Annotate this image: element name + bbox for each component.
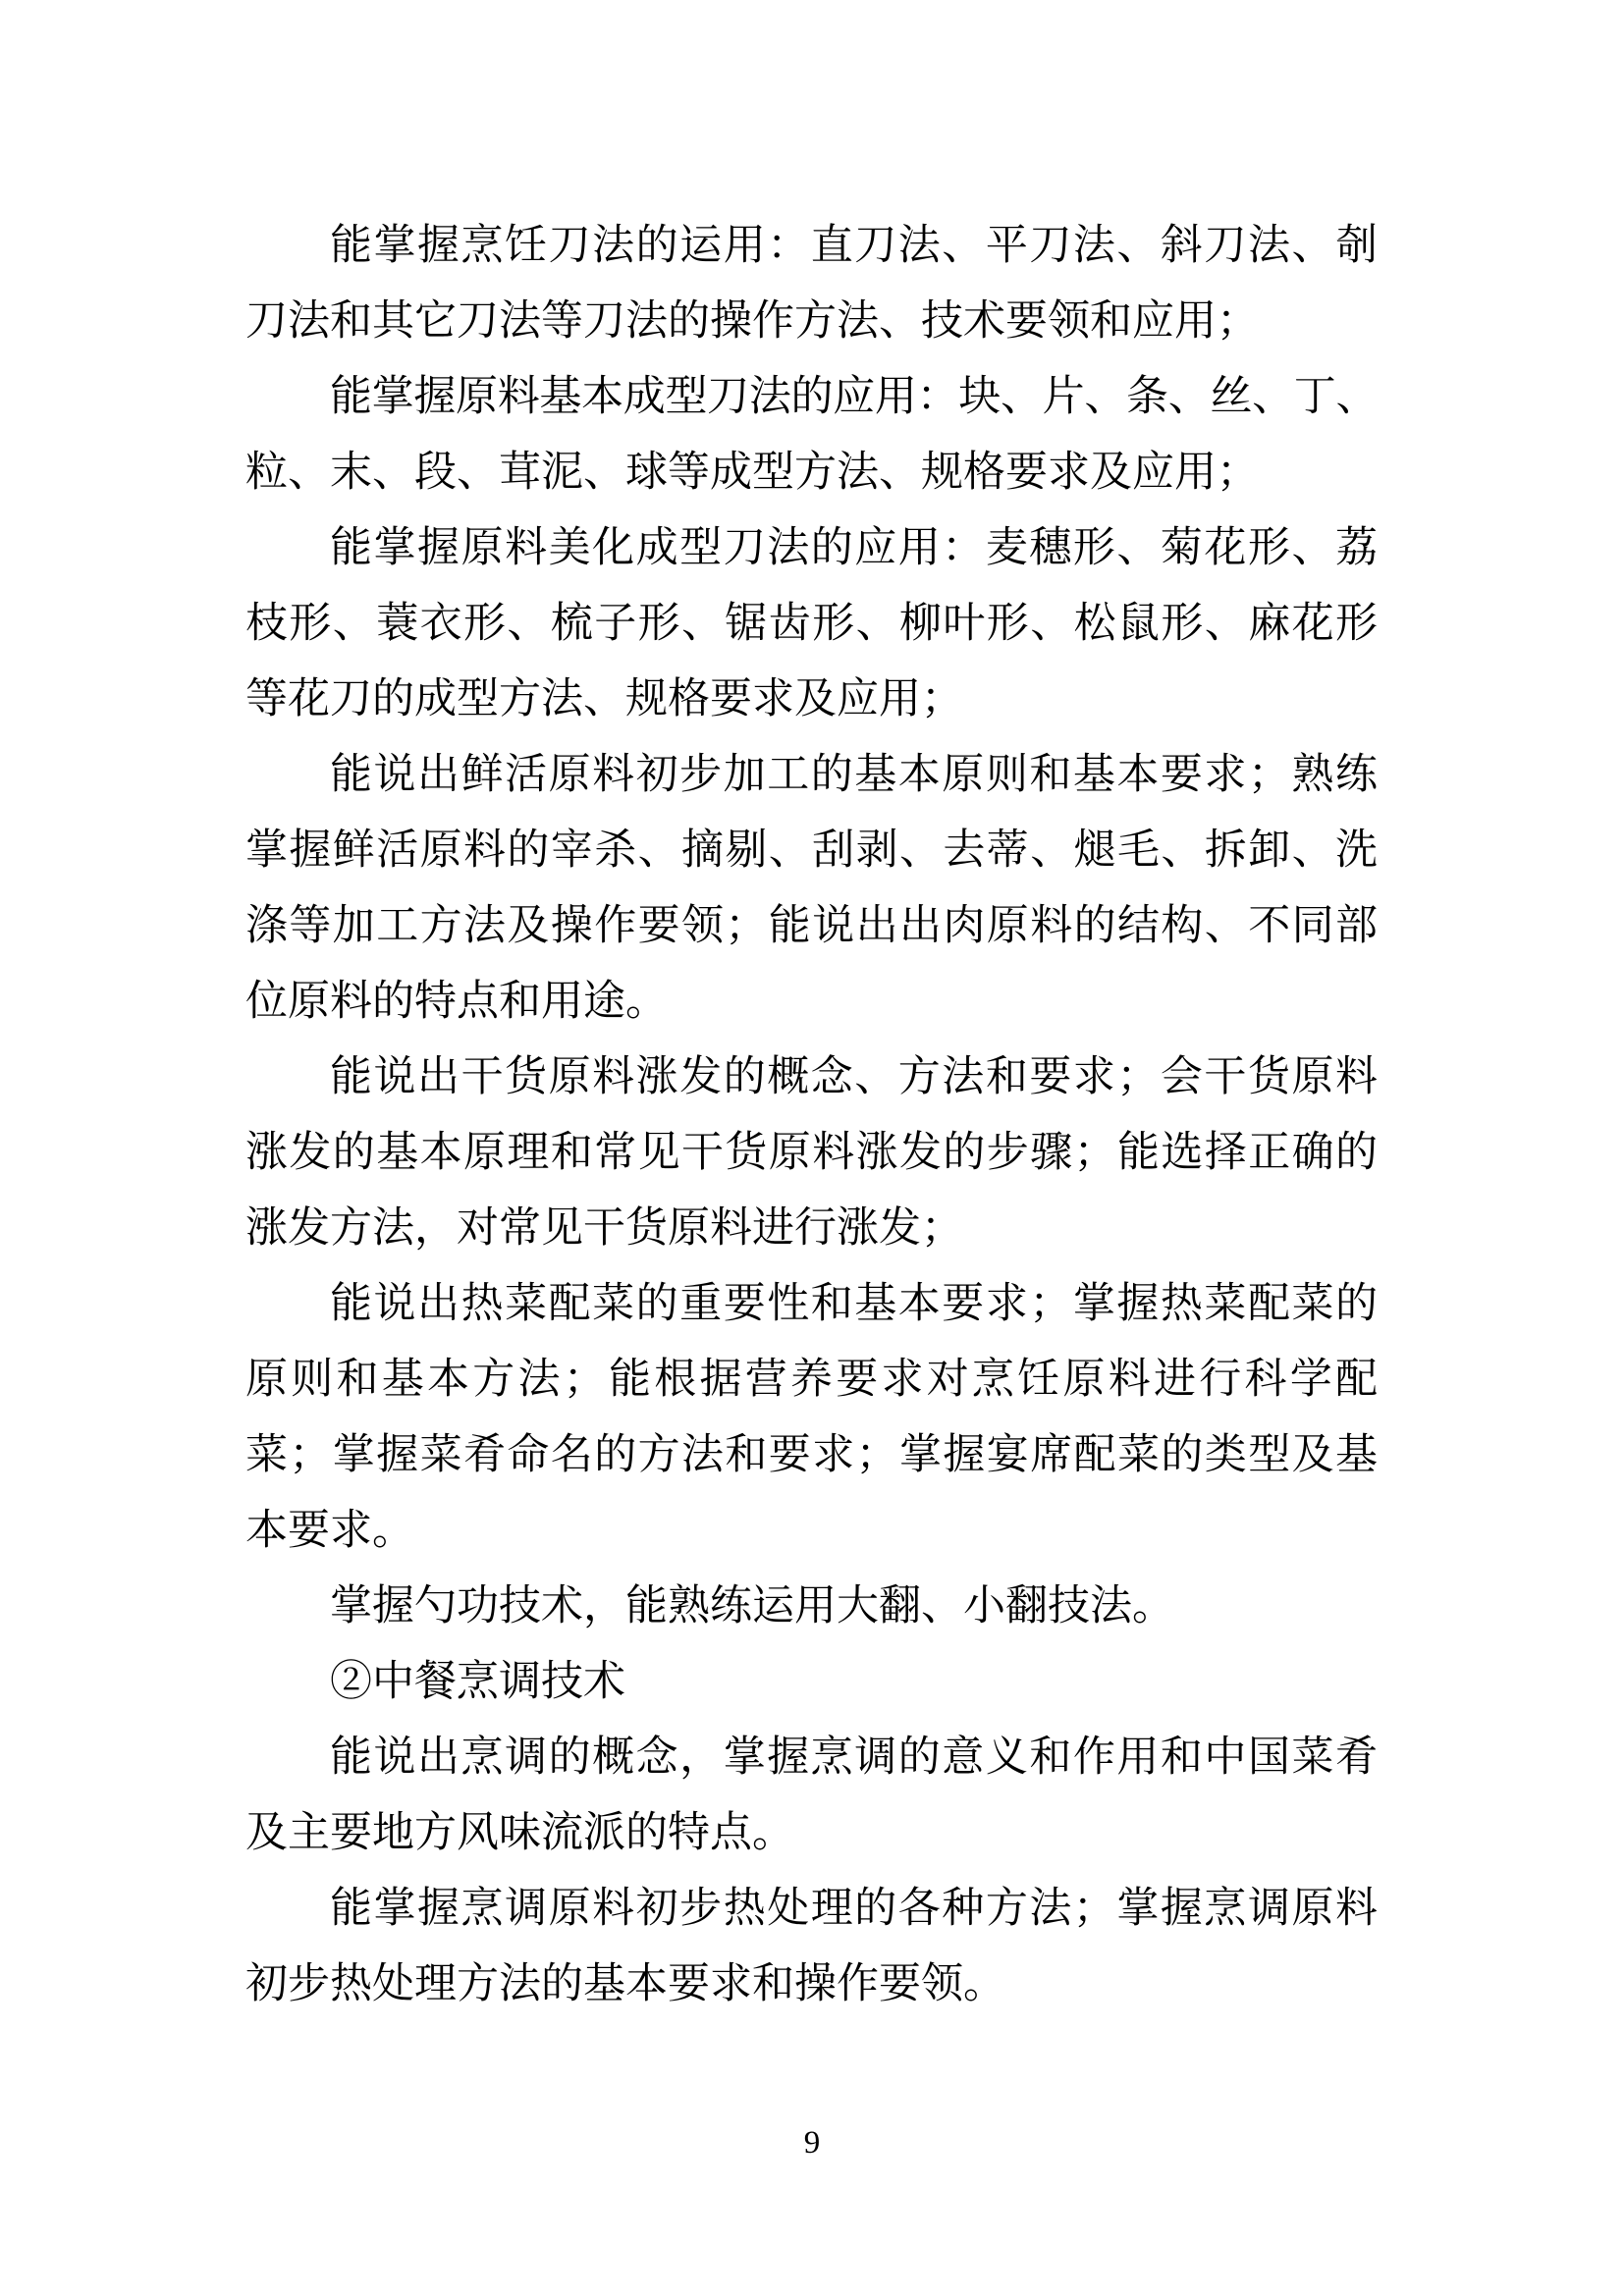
- text-line: 菜；掌握菜肴命名的方法和要求；掌握宴席配菜的类型及基: [245, 1432, 1378, 1478]
- text-line: 能掌握烹饪刀法的运用：直刀法、平刀法、斜刀法、剞: [330, 223, 1378, 269]
- text-line: 本要求。: [245, 1508, 414, 1554]
- text-line: 涤等加工方法及操作要领；能说出出肉原料的结构、不同部: [245, 903, 1378, 949]
- text-line: 能掌握原料美化成型刀法的应用：麦穗形、菊花形、荔: [330, 525, 1378, 571]
- text-line: 能掌握原料基本成型刀法的应用：块、片、条、丝、丁、: [330, 374, 1378, 420]
- text-line: 掌握勺功技术，能熟练运用大翻、小翻技法。: [330, 1583, 1174, 1629]
- text-line: 涨发方法，对常见干货原料进行涨发；: [245, 1205, 963, 1252]
- text-line: 能说出烹调的概念，掌握烹调的意义和作用和中国菜肴: [330, 1735, 1378, 1781]
- text-line: 掌握鲜活原料的宰杀、摘剔、刮剥、去蒂、煺毛、拆卸、洗: [245, 828, 1378, 874]
- text-line: 能掌握烹调原料初步热处理的各种方法；掌握烹调原料: [330, 1886, 1378, 1932]
- text-line: 枝形、蓑衣形、梳子形、锯齿形、柳叶形、松鼠形、麻花形: [245, 601, 1378, 647]
- text-line: 能说出鲜活原料初步加工的基本原则和基本要求；熟练: [330, 752, 1378, 798]
- text-line: 能说出热菜配菜的重要性和基本要求；掌握热菜配菜的: [330, 1281, 1378, 1327]
- text-line: 位原料的特点和用途。: [245, 979, 668, 1025]
- page-number: 9: [803, 2125, 821, 2161]
- text-line: 及主要地方风味流派的特点。: [245, 1810, 794, 1856]
- text-line: 原则和基本方法；能根据营养要求对烹饪原料进行科学配: [245, 1357, 1378, 1403]
- text-line: ②中餐烹调技术: [330, 1659, 625, 1705]
- text-line: 刀法和其它刀法等刀法的操作方法、技术要领和应用；: [245, 298, 1259, 345]
- text-line: 粒、末、段、茸泥、球等成型方法、规格要求及应用；: [245, 450, 1259, 496]
- text-line: 等花刀的成型方法、规格要求及应用；: [245, 676, 963, 722]
- text-line: 能说出干货原料涨发的概念、方法和要求；会干货原料: [330, 1054, 1378, 1100]
- text-line: 初步热处理方法的基本要求和操作要领。: [245, 1961, 1005, 2007]
- text-line: 涨发的基本原理和常见干货原料涨发的步骤；能选择正确的: [245, 1130, 1378, 1176]
- document-body: [245, 208, 1378, 2022]
